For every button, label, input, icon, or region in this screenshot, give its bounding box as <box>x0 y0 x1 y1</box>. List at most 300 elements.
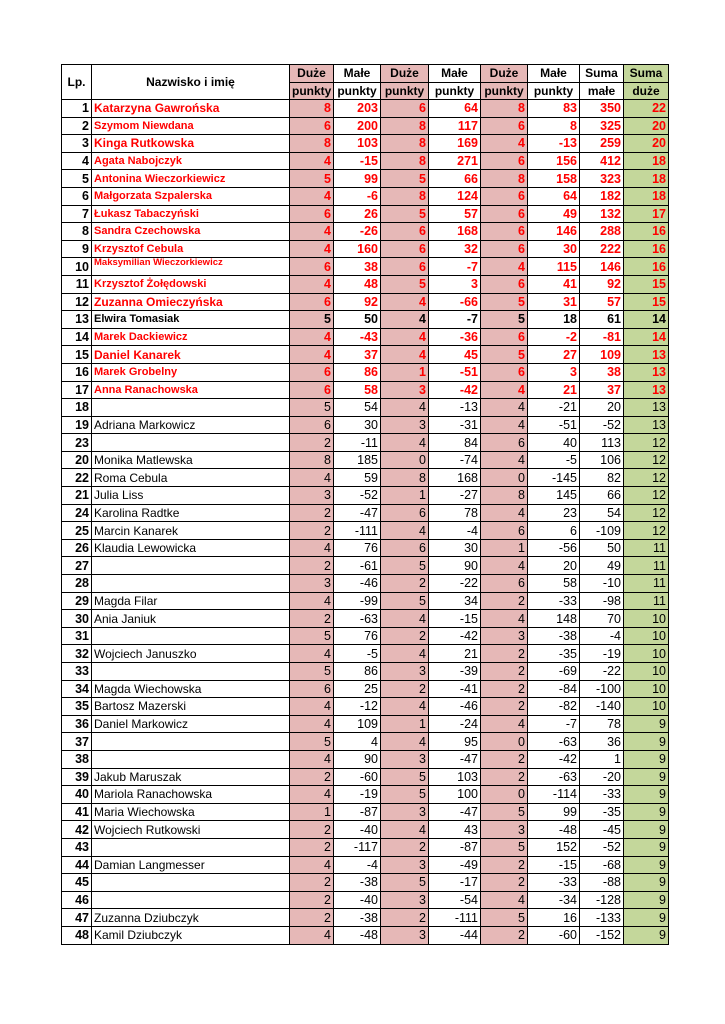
row-value-4: 168 <box>429 223 481 241</box>
row-name: Daniel Markowicz <box>92 715 290 733</box>
row-value-5: 2 <box>481 856 528 874</box>
table-row <box>62 311 669 329</box>
row-value-5: 4 <box>481 399 528 417</box>
row-value-6: -114 <box>528 786 580 804</box>
row-lp: 8 <box>62 223 92 241</box>
row-name <box>92 627 290 645</box>
table-row <box>62 522 669 540</box>
row-lp: 30 <box>62 610 92 628</box>
row-value-1: 6 <box>290 205 334 223</box>
row-lp: 14 <box>62 328 92 346</box>
row-value-2: 48 <box>334 275 381 293</box>
row-value-3: 5 <box>381 592 429 610</box>
table-row <box>62 926 669 944</box>
row-value-7: -133 <box>580 909 624 927</box>
row-value-1: 4 <box>290 275 334 293</box>
row-name <box>92 750 290 768</box>
row-value-6: 58 <box>528 575 580 593</box>
row-lp: 2 <box>62 117 92 135</box>
row-name: Julia Liss <box>92 487 290 505</box>
header-c8-top: Suma <box>624 65 669 83</box>
row-value-8: 17 <box>624 205 669 223</box>
row-value-3: 4 <box>381 645 429 663</box>
row-value-2: -60 <box>334 768 381 786</box>
row-value-6: -15 <box>528 856 580 874</box>
row-lp: 39 <box>62 768 92 786</box>
row-value-1: 5 <box>290 311 334 329</box>
row-lp: 48 <box>62 926 92 944</box>
row-value-6: -60 <box>528 926 580 944</box>
row-value-5: 0 <box>481 733 528 751</box>
row-value-8: 11 <box>624 575 669 593</box>
row-name: Łukasz Tabaczyński <box>92 205 290 223</box>
table-row <box>62 610 669 628</box>
row-value-2: -48 <box>334 926 381 944</box>
row-value-3: 3 <box>381 891 429 909</box>
row-value-6: -13 <box>528 135 580 153</box>
row-value-2: 185 <box>334 451 381 469</box>
row-lp: 16 <box>62 363 92 381</box>
row-lp: 28 <box>62 575 92 593</box>
row-name: Daniel Kanarek <box>92 346 290 364</box>
row-value-3: 3 <box>381 750 429 768</box>
row-value-3: 4 <box>381 733 429 751</box>
row-value-4: -15 <box>429 610 481 628</box>
row-value-6: -21 <box>528 399 580 417</box>
row-value-2: 90 <box>334 750 381 768</box>
row-value-1: 2 <box>290 821 334 839</box>
row-value-8: 10 <box>624 698 669 716</box>
row-value-5: 8 <box>481 170 528 188</box>
row-value-8: 9 <box>624 768 669 786</box>
row-lp: 3 <box>62 135 92 153</box>
row-value-6: -56 <box>528 539 580 557</box>
row-name: Zuzanna Omieczyńska <box>92 293 290 311</box>
row-value-2: -15 <box>334 152 381 170</box>
row-value-7: 49 <box>580 557 624 575</box>
row-value-2: 99 <box>334 170 381 188</box>
row-value-6: 20 <box>528 557 580 575</box>
row-value-7: 222 <box>580 240 624 258</box>
row-value-4: 64 <box>429 100 481 118</box>
row-name: Maksymilian Wieczorkiewicz <box>92 258 290 276</box>
row-value-6: 99 <box>528 803 580 821</box>
table-row <box>62 786 669 804</box>
header-c7-bottom: małe <box>580 82 624 100</box>
row-value-2: -99 <box>334 592 381 610</box>
row-value-3: 1 <box>381 715 429 733</box>
row-value-6: -2 <box>528 328 580 346</box>
table-row <box>62 715 669 733</box>
row-value-1: 4 <box>290 223 334 241</box>
row-value-3: 4 <box>381 610 429 628</box>
row-value-7: 106 <box>580 451 624 469</box>
row-value-1: 6 <box>290 416 334 434</box>
row-value-4: -39 <box>429 663 481 681</box>
header-row-1 <box>62 65 669 83</box>
row-value-5: 6 <box>481 434 528 452</box>
row-value-4: -7 <box>429 311 481 329</box>
row-value-1: 2 <box>290 557 334 575</box>
row-value-7: -19 <box>580 645 624 663</box>
row-value-7: -88 <box>580 874 624 892</box>
row-value-8: 13 <box>624 363 669 381</box>
row-value-8: 11 <box>624 592 669 610</box>
row-lp: 47 <box>62 909 92 927</box>
row-value-7: -33 <box>580 786 624 804</box>
row-value-5: 4 <box>481 416 528 434</box>
row-value-5: 0 <box>481 469 528 487</box>
row-name: Marcin Kanarek <box>92 522 290 540</box>
row-value-2: 50 <box>334 311 381 329</box>
table-row <box>62 223 669 241</box>
row-value-4: -49 <box>429 856 481 874</box>
row-value-6: 152 <box>528 838 580 856</box>
row-value-1: 6 <box>290 381 334 399</box>
row-value-8: 12 <box>624 522 669 540</box>
row-value-2: -117 <box>334 838 381 856</box>
row-name <box>92 891 290 909</box>
row-value-7: 36 <box>580 733 624 751</box>
row-value-6: 8 <box>528 117 580 135</box>
row-value-5: 3 <box>481 627 528 645</box>
row-value-1: 5 <box>290 399 334 417</box>
row-value-7: 20 <box>580 399 624 417</box>
row-value-7: -81 <box>580 328 624 346</box>
row-value-4: -31 <box>429 416 481 434</box>
row-lp: 41 <box>62 803 92 821</box>
row-value-1: 4 <box>290 715 334 733</box>
row-value-2: 92 <box>334 293 381 311</box>
row-value-4: 117 <box>429 117 481 135</box>
row-value-5: 2 <box>481 698 528 716</box>
row-value-4: 103 <box>429 768 481 786</box>
row-value-1: 4 <box>290 750 334 768</box>
row-value-5: 6 <box>481 575 528 593</box>
header-lp: Lp. <box>62 65 92 100</box>
row-value-2: 38 <box>334 258 381 276</box>
row-lp: 33 <box>62 663 92 681</box>
row-value-4: 32 <box>429 240 481 258</box>
row-value-4: -74 <box>429 451 481 469</box>
row-value-6: 41 <box>528 275 580 293</box>
row-value-7: 288 <box>580 223 624 241</box>
row-value-7: -10 <box>580 575 624 593</box>
row-value-3: 2 <box>381 909 429 927</box>
row-value-4: -44 <box>429 926 481 944</box>
row-value-2: 59 <box>334 469 381 487</box>
row-name: Jakub Maruszak <box>92 768 290 786</box>
row-value-7: 146 <box>580 258 624 276</box>
row-value-4: 95 <box>429 733 481 751</box>
row-value-7: 325 <box>580 117 624 135</box>
row-value-1: 5 <box>290 170 334 188</box>
row-lp: 34 <box>62 680 92 698</box>
row-name: Elwira Tomasiak <box>92 311 290 329</box>
row-value-7: -4 <box>580 627 624 645</box>
row-value-5: 2 <box>481 663 528 681</box>
row-value-4: -51 <box>429 363 481 381</box>
row-value-5: 5 <box>481 803 528 821</box>
row-value-1: 2 <box>290 891 334 909</box>
row-value-6: 3 <box>528 363 580 381</box>
row-value-3: 8 <box>381 135 429 153</box>
row-value-5: 2 <box>481 592 528 610</box>
row-value-6: 18 <box>528 311 580 329</box>
row-value-4: 57 <box>429 205 481 223</box>
row-value-8: 18 <box>624 187 669 205</box>
table-row <box>62 240 669 258</box>
row-value-1: 6 <box>290 680 334 698</box>
row-value-8: 11 <box>624 539 669 557</box>
row-value-8: 12 <box>624 487 669 505</box>
row-value-5: 5 <box>481 909 528 927</box>
row-value-5: 4 <box>481 135 528 153</box>
table-row <box>62 539 669 557</box>
row-value-7: -152 <box>580 926 624 944</box>
row-value-2: -47 <box>334 504 381 522</box>
row-value-7: -52 <box>580 416 624 434</box>
row-lp: 15 <box>62 346 92 364</box>
row-value-2: 103 <box>334 135 381 153</box>
row-value-8: 11 <box>624 557 669 575</box>
row-value-5: 6 <box>481 223 528 241</box>
row-name: Kamil Dziubczyk <box>92 926 290 944</box>
row-value-8: 9 <box>624 838 669 856</box>
row-value-5: 6 <box>481 240 528 258</box>
header-c2-bottom: punkty <box>334 82 381 100</box>
row-name: Marek Dackiewicz <box>92 328 290 346</box>
table-row <box>62 750 669 768</box>
header-c5-bottom: punkty <box>481 82 528 100</box>
row-value-4: 43 <box>429 821 481 839</box>
row-value-8: 14 <box>624 311 669 329</box>
row-value-1: 4 <box>290 698 334 716</box>
row-value-6: -5 <box>528 451 580 469</box>
row-value-2: 26 <box>334 205 381 223</box>
row-value-3: 8 <box>381 187 429 205</box>
row-value-3: 6 <box>381 539 429 557</box>
row-value-5: 8 <box>481 100 528 118</box>
row-lp: 29 <box>62 592 92 610</box>
row-value-8: 12 <box>624 434 669 452</box>
row-name: Magda Wiechowska <box>92 680 290 698</box>
row-value-6: 156 <box>528 152 580 170</box>
row-value-4: 90 <box>429 557 481 575</box>
row-name <box>92 838 290 856</box>
row-name: Karolina Radtke <box>92 504 290 522</box>
row-value-7: -100 <box>580 680 624 698</box>
row-lp: 22 <box>62 469 92 487</box>
row-value-1: 4 <box>290 187 334 205</box>
row-value-2: -4 <box>334 856 381 874</box>
row-value-7: -52 <box>580 838 624 856</box>
row-value-6: -51 <box>528 416 580 434</box>
row-value-4: -54 <box>429 891 481 909</box>
row-value-4: -111 <box>429 909 481 927</box>
row-value-6: -63 <box>528 733 580 751</box>
row-value-4: 100 <box>429 786 481 804</box>
row-value-2: -5 <box>334 645 381 663</box>
row-value-3: 3 <box>381 663 429 681</box>
row-name: Katarzyna Gawrońska <box>92 100 290 118</box>
row-name: Anna Ranachowska <box>92 381 290 399</box>
row-name: Małgorzata Szpalerska <box>92 187 290 205</box>
table-row <box>62 381 669 399</box>
table-row <box>62 469 669 487</box>
row-value-6: 146 <box>528 223 580 241</box>
row-value-6: -69 <box>528 663 580 681</box>
row-value-2: 54 <box>334 399 381 417</box>
table-body <box>62 100 669 945</box>
row-value-5: 4 <box>481 451 528 469</box>
row-lp: 32 <box>62 645 92 663</box>
row-value-3: 3 <box>381 381 429 399</box>
row-value-4: -17 <box>429 874 481 892</box>
header-c8-bottom: duże <box>624 82 669 100</box>
row-value-8: 9 <box>624 750 669 768</box>
row-value-2: -52 <box>334 487 381 505</box>
row-lp: 4 <box>62 152 92 170</box>
table-row <box>62 680 669 698</box>
row-value-4: 3 <box>429 275 481 293</box>
row-value-6: -34 <box>528 891 580 909</box>
row-value-1: 4 <box>290 856 334 874</box>
header-c7-top: Suma <box>580 65 624 83</box>
row-lp: 11 <box>62 275 92 293</box>
row-value-1: 2 <box>290 504 334 522</box>
row-value-7: -35 <box>580 803 624 821</box>
row-value-8: 12 <box>624 451 669 469</box>
row-value-7: 54 <box>580 504 624 522</box>
row-value-4: -27 <box>429 487 481 505</box>
row-value-5: 2 <box>481 874 528 892</box>
row-value-3: 5 <box>381 786 429 804</box>
row-value-1: 2 <box>290 434 334 452</box>
row-value-4: 124 <box>429 187 481 205</box>
row-value-6: 158 <box>528 170 580 188</box>
row-value-5: 4 <box>481 258 528 276</box>
row-value-6: -33 <box>528 874 580 892</box>
row-lp: 10 <box>62 258 92 276</box>
row-value-6: -82 <box>528 698 580 716</box>
row-value-1: 2 <box>290 909 334 927</box>
table-row <box>62 170 669 188</box>
row-value-7: 38 <box>580 363 624 381</box>
row-value-5: 6 <box>481 205 528 223</box>
row-lp: 37 <box>62 733 92 751</box>
row-value-6: 40 <box>528 434 580 452</box>
row-value-1: 2 <box>290 522 334 540</box>
row-value-2: 203 <box>334 100 381 118</box>
row-value-2: -6 <box>334 187 381 205</box>
row-value-5: 2 <box>481 680 528 698</box>
table-row <box>62 838 669 856</box>
row-value-7: 109 <box>580 346 624 364</box>
table-row <box>62 205 669 223</box>
row-value-2: -40 <box>334 891 381 909</box>
row-name: Marek Grobelny <box>92 363 290 381</box>
row-value-2: -61 <box>334 557 381 575</box>
table-row <box>62 821 669 839</box>
row-value-3: 5 <box>381 874 429 892</box>
row-value-8: 14 <box>624 328 669 346</box>
row-value-3: 5 <box>381 557 429 575</box>
table-row <box>62 909 669 927</box>
row-value-7: 1 <box>580 750 624 768</box>
row-value-8: 9 <box>624 909 669 927</box>
header-c3-top: Duże <box>381 65 429 83</box>
table-row <box>62 293 669 311</box>
row-value-1: 6 <box>290 293 334 311</box>
row-name: Damian Langmesser <box>92 856 290 874</box>
table-row <box>62 328 669 346</box>
row-name: Krzysztof Żołędowski <box>92 275 290 293</box>
row-value-3: 3 <box>381 926 429 944</box>
row-lp: 26 <box>62 539 92 557</box>
row-value-2: 37 <box>334 346 381 364</box>
row-lp: 42 <box>62 821 92 839</box>
row-value-1: 4 <box>290 539 334 557</box>
table-row <box>62 416 669 434</box>
row-value-7: 323 <box>580 170 624 188</box>
row-lp: 44 <box>62 856 92 874</box>
row-value-3: 4 <box>381 328 429 346</box>
row-value-3: 5 <box>381 205 429 223</box>
table-row <box>62 768 669 786</box>
row-value-7: 78 <box>580 715 624 733</box>
row-value-3: 8 <box>381 469 429 487</box>
row-value-4: 45 <box>429 346 481 364</box>
row-value-6: 6 <box>528 522 580 540</box>
row-value-6: 83 <box>528 100 580 118</box>
row-value-5: 3 <box>481 821 528 839</box>
row-value-7: 92 <box>580 275 624 293</box>
row-name: Bartosz Mazerski <box>92 698 290 716</box>
row-value-8: 16 <box>624 258 669 276</box>
row-value-4: 78 <box>429 504 481 522</box>
row-value-7: 82 <box>580 469 624 487</box>
row-value-3: 3 <box>381 803 429 821</box>
row-value-5: 5 <box>481 838 528 856</box>
table-row <box>62 627 669 645</box>
row-value-6: 64 <box>528 187 580 205</box>
row-value-3: 0 <box>381 451 429 469</box>
row-value-8: 13 <box>624 381 669 399</box>
row-value-4: -46 <box>429 698 481 716</box>
row-value-7: 182 <box>580 187 624 205</box>
row-value-8: 18 <box>624 170 669 188</box>
row-value-1: 3 <box>290 487 334 505</box>
row-value-5: 1 <box>481 539 528 557</box>
row-value-2: -19 <box>334 786 381 804</box>
row-value-1: 8 <box>290 451 334 469</box>
row-value-1: 6 <box>290 117 334 135</box>
row-value-8: 12 <box>624 469 669 487</box>
row-value-4: -4 <box>429 522 481 540</box>
row-lp: 24 <box>62 504 92 522</box>
row-value-5: 4 <box>481 610 528 628</box>
row-value-4: 66 <box>429 170 481 188</box>
row-value-7: 350 <box>580 100 624 118</box>
row-name <box>92 733 290 751</box>
row-value-8: 13 <box>624 399 669 417</box>
row-value-3: 6 <box>381 223 429 241</box>
row-value-5: 6 <box>481 328 528 346</box>
row-value-6: -42 <box>528 750 580 768</box>
header-c5-top: Duże <box>481 65 528 83</box>
header-c2-top: Małe <box>334 65 381 83</box>
